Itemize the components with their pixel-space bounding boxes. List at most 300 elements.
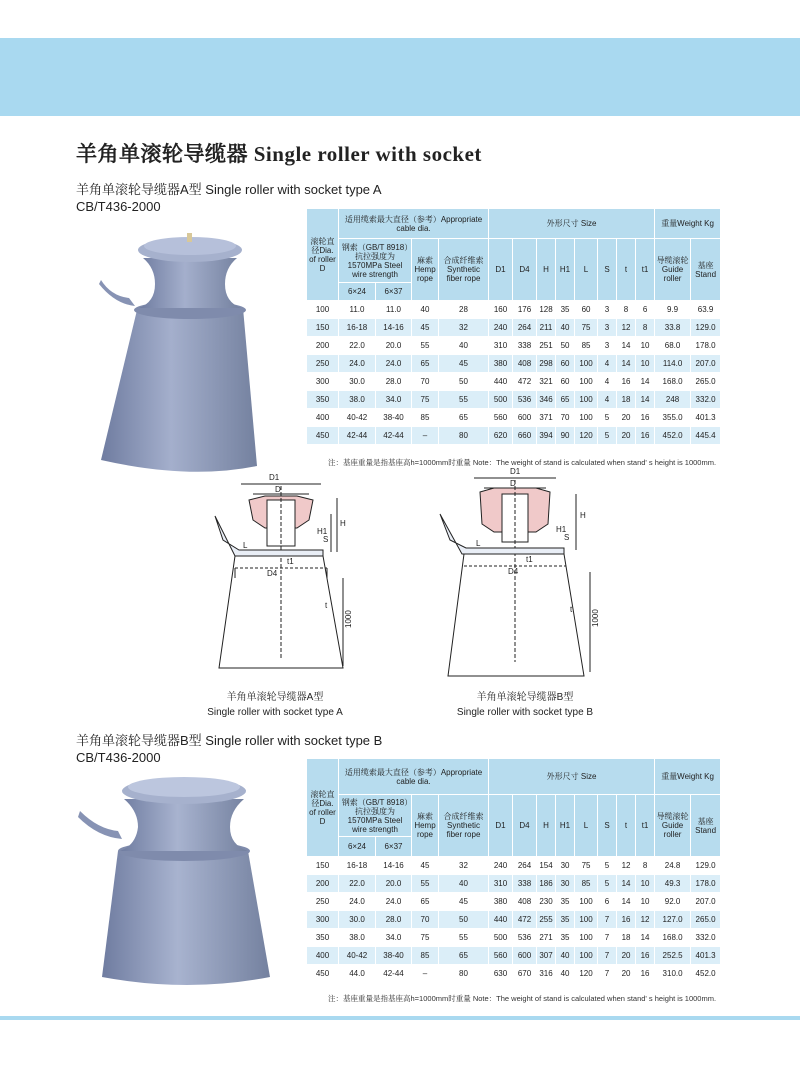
table-cell: 16 bbox=[636, 427, 655, 445]
table-cell: 128 bbox=[537, 301, 556, 319]
table-cell: 7 bbox=[598, 947, 617, 965]
table-cell: 85 bbox=[575, 875, 598, 893]
table-cell: 28.0 bbox=[376, 911, 412, 929]
table-cell: 394 bbox=[537, 427, 556, 445]
table-cell: 18 bbox=[617, 391, 636, 409]
table-cell: 28.0 bbox=[376, 373, 412, 391]
table-cell: 45 bbox=[439, 355, 489, 373]
header-size-h1: H1 bbox=[556, 795, 575, 857]
table-cell: 45 bbox=[439, 893, 489, 911]
table-cell: 150 bbox=[307, 857, 339, 875]
table-cell: 55 bbox=[439, 391, 489, 409]
table-cell: 265.0 bbox=[691, 373, 721, 391]
table-cell: 40 bbox=[556, 947, 575, 965]
table-cell: 472 bbox=[513, 911, 537, 929]
table-cell: 452.0 bbox=[691, 965, 721, 983]
table-cell: 408 bbox=[513, 893, 537, 911]
table-cell: 401.3 bbox=[691, 947, 721, 965]
drawing-a-caption-cn: 羊角单滚轮导缆器A型 bbox=[226, 692, 324, 703]
table-cell: 380 bbox=[489, 355, 513, 373]
table-cell: 3 bbox=[598, 301, 617, 319]
table-cell: 408 bbox=[513, 355, 537, 373]
table-cell: 120 bbox=[575, 965, 598, 983]
table-cell: 500 bbox=[489, 929, 513, 947]
drawing-b-caption bbox=[440, 690, 610, 720]
table-cell: 40 bbox=[439, 875, 489, 893]
table-cell: 440 bbox=[489, 373, 513, 391]
table-cell: 60 bbox=[556, 373, 575, 391]
table-cell: 4 bbox=[598, 355, 617, 373]
table-cell: 380 bbox=[489, 893, 513, 911]
table-cell: 154 bbox=[537, 857, 556, 875]
table-cell: 371 bbox=[537, 409, 556, 427]
table-cell: 10 bbox=[636, 893, 655, 911]
table-cell: 70 bbox=[556, 409, 575, 427]
drawing-b-d4: D4 bbox=[508, 567, 519, 576]
table-cell: 9.9 bbox=[655, 301, 691, 319]
table-cell: 38.0 bbox=[339, 391, 376, 409]
table-cell: 11.0 bbox=[339, 301, 376, 319]
table-cell: 16-18 bbox=[339, 319, 376, 337]
table-cell: 20 bbox=[617, 947, 636, 965]
table-cell: 346 bbox=[537, 391, 556, 409]
table-row bbox=[307, 427, 721, 445]
table-cell: 40-42 bbox=[339, 409, 376, 427]
spec-table-b bbox=[306, 758, 721, 983]
table-cell: 450 bbox=[307, 965, 339, 983]
header-synthetic: 合成纤维索 Synthetic fiber rope bbox=[439, 795, 489, 857]
table-row bbox=[307, 875, 721, 893]
table-cell: 100 bbox=[575, 947, 598, 965]
table-row bbox=[307, 409, 721, 427]
drawing-a-l: L bbox=[243, 541, 248, 550]
table-cell: 7 bbox=[598, 929, 617, 947]
table-cell: 42-44 bbox=[376, 427, 412, 445]
drawing-a-d4: D4 bbox=[267, 569, 278, 578]
header-guide-roller: 导缆滚轮 Guide roller bbox=[655, 795, 691, 857]
table-row bbox=[307, 911, 721, 929]
table-cell: 7 bbox=[598, 911, 617, 929]
table-cell: 20 bbox=[617, 427, 636, 445]
header-size-group: 外形尺寸 Size bbox=[489, 759, 655, 795]
product-photo-b bbox=[78, 765, 278, 995]
table-cell: 24.0 bbox=[376, 893, 412, 911]
table-cell: 40 bbox=[439, 337, 489, 355]
section-a-standard: CB/T436-2000 bbox=[76, 199, 161, 214]
table-cell: 40 bbox=[556, 319, 575, 337]
table-cell: 207.0 bbox=[691, 893, 721, 911]
table-cell: 620 bbox=[489, 427, 513, 445]
table-cell: 24.0 bbox=[339, 893, 376, 911]
table-cell: 230 bbox=[537, 893, 556, 911]
table-cell: 536 bbox=[513, 929, 537, 947]
header-size-group: 外形尺寸 Size bbox=[489, 209, 655, 239]
table-cell: 80 bbox=[439, 965, 489, 983]
table-cell: 38-40 bbox=[376, 947, 412, 965]
table-cell: 14 bbox=[636, 929, 655, 947]
table-cell: 60 bbox=[575, 301, 598, 319]
header-stand: 基座 Stand bbox=[691, 795, 721, 857]
product-photo-a bbox=[95, 228, 275, 478]
header-hemp: 麻索 Hemp rope bbox=[412, 795, 439, 857]
table-cell: 178.0 bbox=[691, 337, 721, 355]
table-cell: 18 bbox=[617, 929, 636, 947]
table-cell: 24.0 bbox=[376, 355, 412, 373]
table-cell: 240 bbox=[489, 857, 513, 875]
table-cell: 14-16 bbox=[376, 857, 412, 875]
table-cell: 44.0 bbox=[339, 965, 376, 983]
table-cell: 30 bbox=[556, 857, 575, 875]
table-cell: 5 bbox=[598, 427, 617, 445]
table-cell: 114.0 bbox=[655, 355, 691, 373]
table-cell: 16 bbox=[617, 911, 636, 929]
drawing-b-l: L bbox=[476, 539, 481, 548]
drawing-a-caption bbox=[190, 690, 360, 720]
header-wire-6x37: 6×37 bbox=[376, 837, 412, 857]
table-cell: 70 bbox=[412, 911, 439, 929]
table-cell: 14 bbox=[636, 391, 655, 409]
header-size-t: t bbox=[617, 795, 636, 857]
table-cell: 332.0 bbox=[691, 929, 721, 947]
table-cell: 4 bbox=[598, 373, 617, 391]
table-cell: 310 bbox=[489, 337, 513, 355]
table-cell: 20.0 bbox=[376, 337, 412, 355]
table-cell: 100 bbox=[575, 391, 598, 409]
table-cell: 338 bbox=[513, 337, 537, 355]
table-cell: 60 bbox=[556, 355, 575, 373]
table-cell: 12 bbox=[636, 911, 655, 929]
table-cell: 16 bbox=[636, 409, 655, 427]
table-cell: 38.0 bbox=[339, 929, 376, 947]
drawing-b-s: S bbox=[564, 533, 570, 542]
spec-table-a bbox=[306, 208, 721, 445]
header-size-d1: D1 bbox=[489, 795, 513, 857]
table-row bbox=[307, 355, 721, 373]
table-cell: – bbox=[412, 427, 439, 445]
table-row bbox=[307, 337, 721, 355]
table-cell: 35 bbox=[556, 301, 575, 319]
header-stand: 基座 Stand bbox=[691, 239, 721, 301]
table-cell: 401.3 bbox=[691, 409, 721, 427]
header-roller-dia: 滚轮直径Dia. of roller D bbox=[307, 209, 339, 301]
table-cell: 14 bbox=[617, 875, 636, 893]
section-b-standard: CB/T436-2000 bbox=[76, 750, 161, 765]
table-cell: 22.0 bbox=[339, 875, 376, 893]
table-cell: 321 bbox=[537, 373, 556, 391]
table-cell: 85 bbox=[412, 409, 439, 427]
table-cell: 24.0 bbox=[339, 355, 376, 373]
table-cell: 3 bbox=[598, 319, 617, 337]
table-cell: 68.0 bbox=[655, 337, 691, 355]
table-cell: 150 bbox=[307, 319, 339, 337]
table-cell: 45 bbox=[412, 319, 439, 337]
table-cell: 20 bbox=[617, 965, 636, 983]
drawing-a-h: H bbox=[340, 519, 346, 528]
table-cell: 255 bbox=[537, 911, 556, 929]
table-row bbox=[307, 929, 721, 947]
drawing-b-t1: t1 bbox=[526, 555, 533, 564]
drawing-b-height: 1000 bbox=[591, 609, 600, 627]
table-cell: 160 bbox=[489, 301, 513, 319]
header-wire-6x24: 6×24 bbox=[339, 283, 376, 301]
table-cell: 40 bbox=[556, 965, 575, 983]
table-cell: 33.8 bbox=[655, 319, 691, 337]
drawing-b-d: D bbox=[510, 479, 516, 488]
table-cell: 600 bbox=[513, 409, 537, 427]
table-cell: 120 bbox=[575, 427, 598, 445]
header-size-s: S bbox=[598, 239, 617, 301]
header-cable-group: 适用缆索最大直径（参考）Appropriate cable dia. bbox=[339, 759, 489, 795]
table-cell: 16-18 bbox=[339, 857, 376, 875]
table-cell: 32 bbox=[439, 319, 489, 337]
table-cell: 300 bbox=[307, 911, 339, 929]
table-cell: 630 bbox=[489, 965, 513, 983]
table-cell: 265.0 bbox=[691, 911, 721, 929]
drawing-a-d: D bbox=[275, 485, 281, 494]
table-cell: 211 bbox=[537, 319, 556, 337]
header-size-t1: t1 bbox=[636, 795, 655, 857]
table-cell: 10 bbox=[636, 337, 655, 355]
header-size-t1: t1 bbox=[636, 239, 655, 301]
table-cell: 14-16 bbox=[376, 319, 412, 337]
header-steel-wire: 钢索（GB/T 8918）抗拉强度为1570MPa Steel wire strength bbox=[339, 239, 412, 283]
header-roller-dia: 滚轮直径Dia. of roller D bbox=[307, 759, 339, 857]
drawing-b-d1: D1 bbox=[510, 467, 521, 476]
header-size-h: H bbox=[537, 795, 556, 857]
table-cell: 100 bbox=[575, 929, 598, 947]
table-cell: 92.0 bbox=[655, 893, 691, 911]
table-cell: 250 bbox=[307, 893, 339, 911]
table-cell: 8 bbox=[636, 319, 655, 337]
table-cell: 34.0 bbox=[376, 929, 412, 947]
table-cell: 50 bbox=[439, 911, 489, 929]
table-cell: 5 bbox=[598, 875, 617, 893]
drawing-b-caption-en: Single roller with socket type B bbox=[456, 707, 594, 718]
table-cell: 42-44 bbox=[376, 965, 412, 983]
table-cell: 445.4 bbox=[691, 427, 721, 445]
table-cell: 20 bbox=[617, 409, 636, 427]
table-cell: 472 bbox=[513, 373, 537, 391]
table-cell: 100 bbox=[307, 301, 339, 319]
table-cell: 200 bbox=[307, 875, 339, 893]
page-title: 羊角单滚轮导缆器 Single roller with socket bbox=[76, 142, 482, 166]
table-cell: 100 bbox=[575, 409, 598, 427]
table-cell: – bbox=[412, 965, 439, 983]
table-cell: 6 bbox=[598, 893, 617, 911]
header-wire-6x37: 6×37 bbox=[376, 283, 412, 301]
table-cell: 45 bbox=[412, 857, 439, 875]
table-b-note: 注：基座重量是指基座高h=1000mm时重量 Note：The weight of stand is calculated when stand' s height is 1000mm. bbox=[328, 994, 717, 1003]
table-cell: 14 bbox=[617, 337, 636, 355]
table-cell: 14 bbox=[617, 893, 636, 911]
table-cell: 452.0 bbox=[655, 427, 691, 445]
table-row bbox=[307, 319, 721, 337]
table-cell: 168.0 bbox=[655, 373, 691, 391]
footer-band bbox=[0, 1016, 800, 1020]
table-cell: 186 bbox=[537, 875, 556, 893]
table-cell: 240 bbox=[489, 319, 513, 337]
table-cell: 8 bbox=[636, 857, 655, 875]
table-cell: 100 bbox=[575, 355, 598, 373]
table-cell: 6 bbox=[636, 301, 655, 319]
drawing-a-caption-en: Single roller with socket type A bbox=[207, 707, 343, 718]
table-cell: 65 bbox=[412, 355, 439, 373]
table-cell: 560 bbox=[489, 409, 513, 427]
table-cell: 35 bbox=[556, 893, 575, 911]
table-cell: 30.0 bbox=[339, 911, 376, 929]
table-row bbox=[307, 857, 721, 875]
table-cell: 271 bbox=[537, 929, 556, 947]
table-cell: 100 bbox=[575, 911, 598, 929]
table-cell: 5 bbox=[598, 409, 617, 427]
table-cell: 207.0 bbox=[691, 355, 721, 373]
table-row bbox=[307, 893, 721, 911]
header-cable-group: 适用缆索最大直径（参考）Appropriate cable dia. bbox=[339, 209, 489, 239]
table-cell: 55 bbox=[412, 337, 439, 355]
table-cell: 85 bbox=[412, 947, 439, 965]
drawing-a-s: S bbox=[323, 535, 329, 544]
header-steel-wire: 钢索（GB/T 8918）抗拉强度为1570MPa Steel wire strength bbox=[339, 795, 412, 837]
table-cell: 80 bbox=[439, 427, 489, 445]
table-cell: 400 bbox=[307, 947, 339, 965]
table-cell: 40-42 bbox=[339, 947, 376, 965]
table-cell: 100 bbox=[575, 893, 598, 911]
table-cell: 40 bbox=[412, 301, 439, 319]
table-cell: 264 bbox=[513, 319, 537, 337]
table-cell: 34.0 bbox=[376, 391, 412, 409]
table-cell: 65 bbox=[556, 391, 575, 409]
table-cell: 310 bbox=[489, 875, 513, 893]
table-cell: 252.5 bbox=[655, 947, 691, 965]
table-cell: 536 bbox=[513, 391, 537, 409]
table-cell: 35 bbox=[556, 929, 575, 947]
table-cell: 16 bbox=[636, 947, 655, 965]
table-cell: 63.9 bbox=[691, 301, 721, 319]
header-synthetic: 合成纤维索 Synthetic fiber rope bbox=[439, 239, 489, 301]
table-cell: 50 bbox=[556, 337, 575, 355]
table-cell: 600 bbox=[513, 947, 537, 965]
table-cell: 65 bbox=[439, 947, 489, 965]
table-cell: 129.0 bbox=[691, 319, 721, 337]
table-cell: 11.0 bbox=[376, 301, 412, 319]
table-cell: 24.8 bbox=[655, 857, 691, 875]
table-cell: 55 bbox=[412, 875, 439, 893]
header-size-s: S bbox=[598, 795, 617, 857]
header-weight-group: 重量Weight Kg bbox=[655, 759, 721, 795]
table-cell: 350 bbox=[307, 929, 339, 947]
drawing-a-d1: D1 bbox=[269, 473, 280, 482]
table-cell: 16 bbox=[617, 373, 636, 391]
table-cell: 127.0 bbox=[655, 911, 691, 929]
table-cell: 20.0 bbox=[376, 875, 412, 893]
section-a-title: 羊角单滚轮导缆器A型 Single roller with socket type A bbox=[76, 182, 382, 197]
table-cell: 332.0 bbox=[691, 391, 721, 409]
drawing-b-caption-cn: 羊角单滚轮导缆器B型 bbox=[476, 692, 574, 703]
table-cell: 30.0 bbox=[339, 373, 376, 391]
table-cell: 65 bbox=[412, 893, 439, 911]
table-cell: 8 bbox=[617, 301, 636, 319]
table-cell: 100 bbox=[575, 373, 598, 391]
header-size-d1: D1 bbox=[489, 239, 513, 301]
table-cell: 14 bbox=[617, 355, 636, 373]
table-cell: 129.0 bbox=[691, 857, 721, 875]
table-cell: 310.0 bbox=[655, 965, 691, 983]
table-cell: 560 bbox=[489, 947, 513, 965]
table-cell: 250 bbox=[307, 355, 339, 373]
table-cell: 176 bbox=[513, 301, 537, 319]
header-weight-group: 重量Weight Kg bbox=[655, 209, 721, 239]
table-cell: 251 bbox=[537, 337, 556, 355]
table-row bbox=[307, 301, 721, 319]
drawing-b-h1: H1 bbox=[556, 525, 567, 534]
table-cell: 14 bbox=[636, 373, 655, 391]
table-cell: 38-40 bbox=[376, 409, 412, 427]
table-cell: 670 bbox=[513, 965, 537, 983]
table-cell: 4 bbox=[598, 391, 617, 409]
table-cell: 450 bbox=[307, 427, 339, 445]
header-size-l: L bbox=[575, 795, 598, 857]
table-cell: 75 bbox=[575, 857, 598, 875]
table-cell: 75 bbox=[412, 929, 439, 947]
table-cell: 7 bbox=[598, 965, 617, 983]
table-cell: 22.0 bbox=[339, 337, 376, 355]
table-cell: 75 bbox=[575, 319, 598, 337]
header-size-d4: D4 bbox=[513, 239, 537, 301]
table-cell: 298 bbox=[537, 355, 556, 373]
header-band bbox=[0, 38, 800, 116]
table-row bbox=[307, 965, 721, 983]
drawing-a-t: t bbox=[325, 601, 328, 610]
drawing-b-h: H bbox=[580, 511, 586, 520]
technical-drawing-a bbox=[205, 468, 375, 693]
table-cell: 50 bbox=[439, 373, 489, 391]
header-size-d4: D4 bbox=[513, 795, 537, 857]
table-cell: 12 bbox=[617, 857, 636, 875]
table-cell: 3 bbox=[598, 337, 617, 355]
table-cell: 5 bbox=[598, 857, 617, 875]
table-row bbox=[307, 947, 721, 965]
table-cell: 350 bbox=[307, 391, 339, 409]
table-cell: 338 bbox=[513, 875, 537, 893]
table-cell: 28 bbox=[439, 301, 489, 319]
table-cell: 85 bbox=[575, 337, 598, 355]
table-cell: 12 bbox=[617, 319, 636, 337]
header-size-h: H bbox=[537, 239, 556, 301]
table-cell: 42-44 bbox=[339, 427, 376, 445]
table-cell: 16 bbox=[636, 965, 655, 983]
table-cell: 75 bbox=[412, 391, 439, 409]
table-cell: 10 bbox=[636, 355, 655, 373]
header-size-h1: H1 bbox=[556, 239, 575, 301]
table-cell: 248 bbox=[655, 391, 691, 409]
table-cell: 55 bbox=[439, 929, 489, 947]
table-cell: 307 bbox=[537, 947, 556, 965]
drawing-a-height: 1000 bbox=[344, 610, 353, 628]
drawing-a-t1: t1 bbox=[287, 557, 294, 566]
table-cell: 355.0 bbox=[655, 409, 691, 427]
drawing-a-h1: H1 bbox=[317, 527, 328, 536]
table-cell: 178.0 bbox=[691, 875, 721, 893]
table-cell: 264 bbox=[513, 857, 537, 875]
table-cell: 200 bbox=[307, 337, 339, 355]
table-cell: 168.0 bbox=[655, 929, 691, 947]
technical-drawing-b bbox=[430, 462, 610, 692]
header-guide-roller: 导缆滚轮 Guide roller bbox=[655, 239, 691, 301]
table-cell: 32 bbox=[439, 857, 489, 875]
section-b-title: 羊角单滚轮导缆器B型 Single roller with socket type B bbox=[76, 733, 383, 748]
table-a-note: 注：基座重量是指基座高h=1000mm时重量 Note：The weight of stand is calculated when stand' s height is 1000mm. bbox=[328, 458, 717, 467]
table-cell: 10 bbox=[636, 875, 655, 893]
